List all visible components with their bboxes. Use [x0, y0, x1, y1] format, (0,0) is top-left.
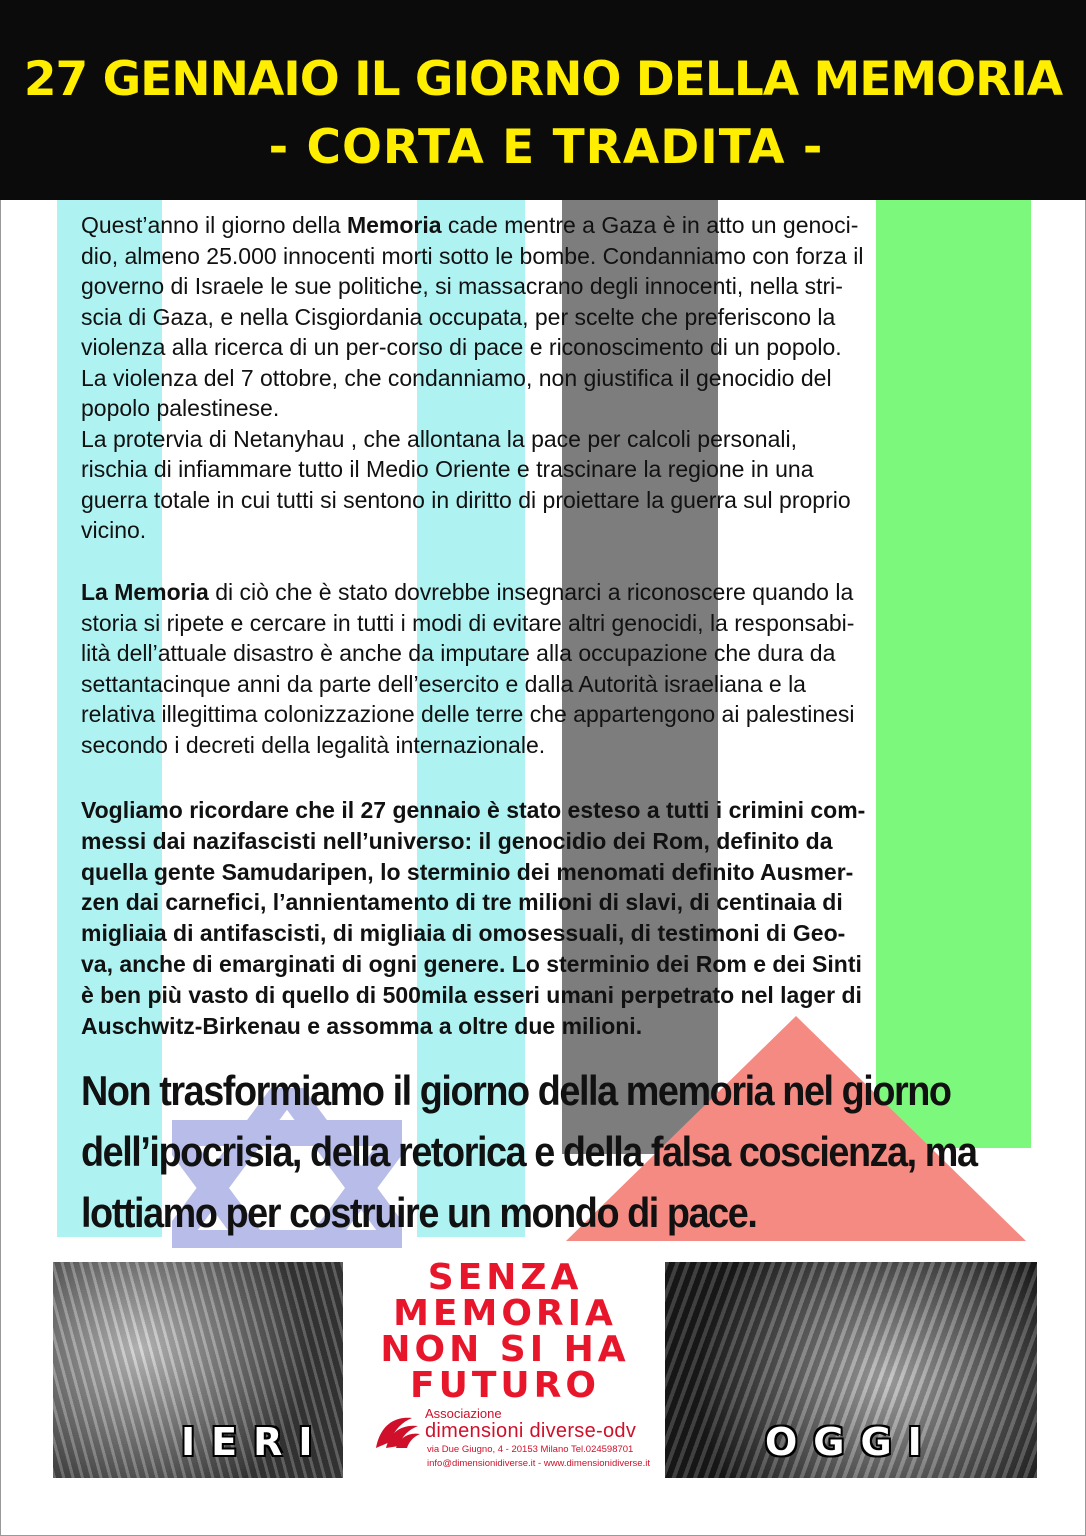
paragraph-line: quella gente Samudaripen, lo sterminio dei menomati definito Ausmer- — [81, 858, 854, 885]
paragraph-line: rischia di infiammare tutto il Medio Oriente e trascinare la regione in una — [81, 456, 814, 482]
paragraph-line: settantacinque anni da parte dell’esercito e dalla Autorità israeliana e la — [81, 670, 806, 697]
paragraph-line: migliaia di antifascisti, di migliaia di omosessuali, di testimoni di Geo- — [81, 920, 846, 947]
slogan-line: MEMORIA — [393, 1293, 617, 1334]
association-logo-icon — [372, 1412, 422, 1452]
paragraph-line: messi dai nazifascisti nell’universo: il genocidio dei Rom, definito da — [81, 827, 833, 854]
slogan-line: SENZA — [427, 1257, 583, 1298]
paragraph-crimini — [81, 795, 1031, 1041]
paragraph-line: popolo palestinese. — [81, 395, 280, 421]
closing-line: lottiamo per costruire un mondo di pace. — [81, 1189, 757, 1236]
slogan-line: FUTURO — [410, 1365, 600, 1406]
paragraph-line: Quest’anno il giorno della Memoria cade mentre a Gaza è in atto un genoci- — [81, 212, 859, 238]
photo-label-oggi: OGGI — [765, 1420, 938, 1464]
slogan — [350, 1257, 660, 1406]
paragraph-line: Auschwitz-Birkenau e assomma a oltre due milioni. — [81, 1012, 643, 1039]
closing-statement — [81, 1060, 977, 1243]
paragraph-line: zen dai carnefici, l’annientamento di tre milioni di slavi, di centinaia di — [81, 889, 843, 916]
paragraph-line: va, anche di emarginati di ogni genere. Lo sterminio dei Rom e dei Sinti — [81, 950, 862, 977]
photo-oggi — [665, 1262, 1037, 1478]
closing-line: Non trasformiamo il giorno della memoria nel giorno — [81, 1067, 951, 1114]
photo-label-ieri: IERI — [181, 1420, 329, 1464]
title-line-1: 27 GENNAIO IL GIORNO DELLA MEMORIA — [23, 52, 1063, 107]
paragraph-line: violenza alla ricerca di un per-corso di pace e riconoscimento di un popolo. — [81, 334, 842, 360]
closing-line: dell’ipocrisia, della retorica e della falsa coscienza, ma — [81, 1128, 977, 1175]
paragraph-gaza — [81, 210, 1031, 546]
paragraph-line: relativa illegittima colonizzazione delle terre che appartengono ai palestinesi — [81, 701, 855, 727]
photo-ieri — [53, 1262, 343, 1478]
paragraph-line: La violenza del 7 ottobre, che condanniamo, non giustifica il genocidio del — [81, 364, 832, 391]
paragraph-line: dio, almeno 25.000 innocenti morti sotto le bombe. Condanniamo con forza il — [81, 242, 864, 269]
paragraph-line: La protervia di Netanyhau , che allontana la pace per calcoli personali, — [81, 425, 797, 452]
paragraph-line: governo di Israele le sue politiche, si massacrano degli innocenti, nella stri- — [81, 273, 843, 299]
association-info — [372, 1406, 672, 1486]
association-contacts: info@dimensionidiverse.it - www.dimensionidiverse.it — [427, 1458, 650, 1469]
paragraph-memoria — [81, 577, 1031, 760]
paragraph-line: Vogliamo ricordare che il 27 gennaio è stato esteso a tutti i crimini com- — [81, 797, 866, 823]
paragraph-line: lità dell’attuale disastro è anche da imputare alla occupazione che dura da — [81, 640, 836, 666]
paragraph-line: è ben più vasto di quello di 500mila esseri umani perpetrato nel lager di — [81, 981, 862, 1008]
paragraph-line: La Memoria di ciò che è stato dovrebbe insegnarci a riconoscere quando la — [81, 579, 854, 605]
paragraph-line: guerra totale in cui tutti si sentono in diritto di proiettare la guerra sul proprio — [81, 486, 851, 513]
title-line-2: - CORTA E TRADITA - — [268, 120, 824, 175]
association-label: Associazione — [425, 1406, 502, 1421]
association-name: dimensioni diverse-odv — [425, 1420, 637, 1442]
paragraph-line: secondo i decreti della legalità internazionale. — [81, 731, 546, 758]
paragraph-line: storia si ripete e cercare in tutti i modi di evitare altri genocidi, la responsabi- — [81, 609, 855, 636]
slogan-line: NON SI HA — [380, 1329, 630, 1370]
association-address: via Due Giugno, 4 - 20153 Milano Tel.024598701 — [427, 1444, 634, 1455]
paragraph-line: vicino. — [81, 517, 147, 543]
title-banner — [0, 0, 1086, 200]
paragraph-line: scia di Gaza, e nella Cisgiordania occupata, per scelte che preferiscono la — [81, 303, 836, 330]
